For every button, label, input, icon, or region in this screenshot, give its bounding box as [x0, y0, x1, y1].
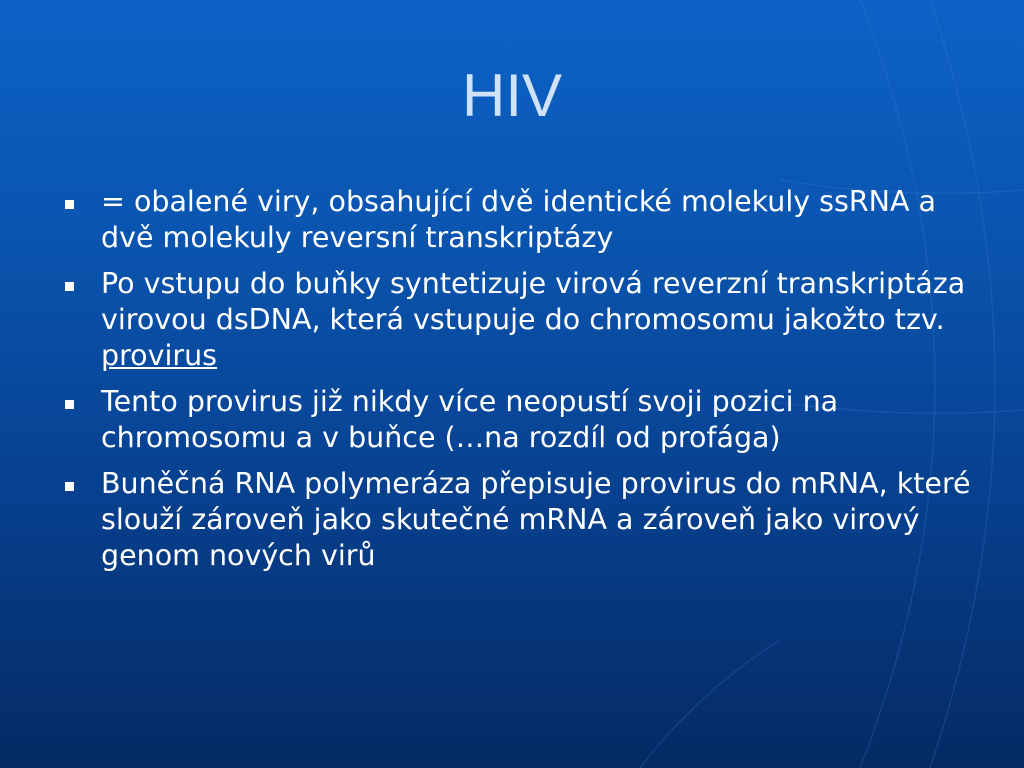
slide-title: HIV	[461, 62, 563, 129]
square-bullet-icon	[65, 200, 74, 209]
bullet-text: Tento provirus již nikdy více neopustí svoji pozici na chromosomu a v buňce (…na rozdíl od profága)	[101, 385, 839, 454]
bullet-item	[62, 384, 982, 456]
square-bullet-icon	[65, 282, 74, 291]
bullet-list	[62, 184, 982, 584]
bullet-item	[62, 266, 982, 374]
bullet-text: = obalené viry, obsahující dvě identické molekuly ssRNA a dvě molekuly reversní transkriptázy	[101, 185, 937, 254]
square-bullet-icon	[65, 400, 74, 409]
square-bullet-icon	[65, 482, 74, 491]
bullet-text: Buněčná RNA polymeráza přepisuje provirus do mRNA, které slouží zároveň jako skutečné mRNA a zároveň jako virový genom nových virů	[101, 467, 971, 572]
bullet-text: Po vstupu do buňky syntetizuje virová reverzní transkriptáza virovou dsDNA, která vstupuje do chromosomu jakožto tzv.	[101, 267, 966, 336]
provirus-link[interactable]: provirus	[101, 339, 218, 372]
bullet-item	[62, 466, 982, 574]
bullet-item	[62, 184, 982, 256]
